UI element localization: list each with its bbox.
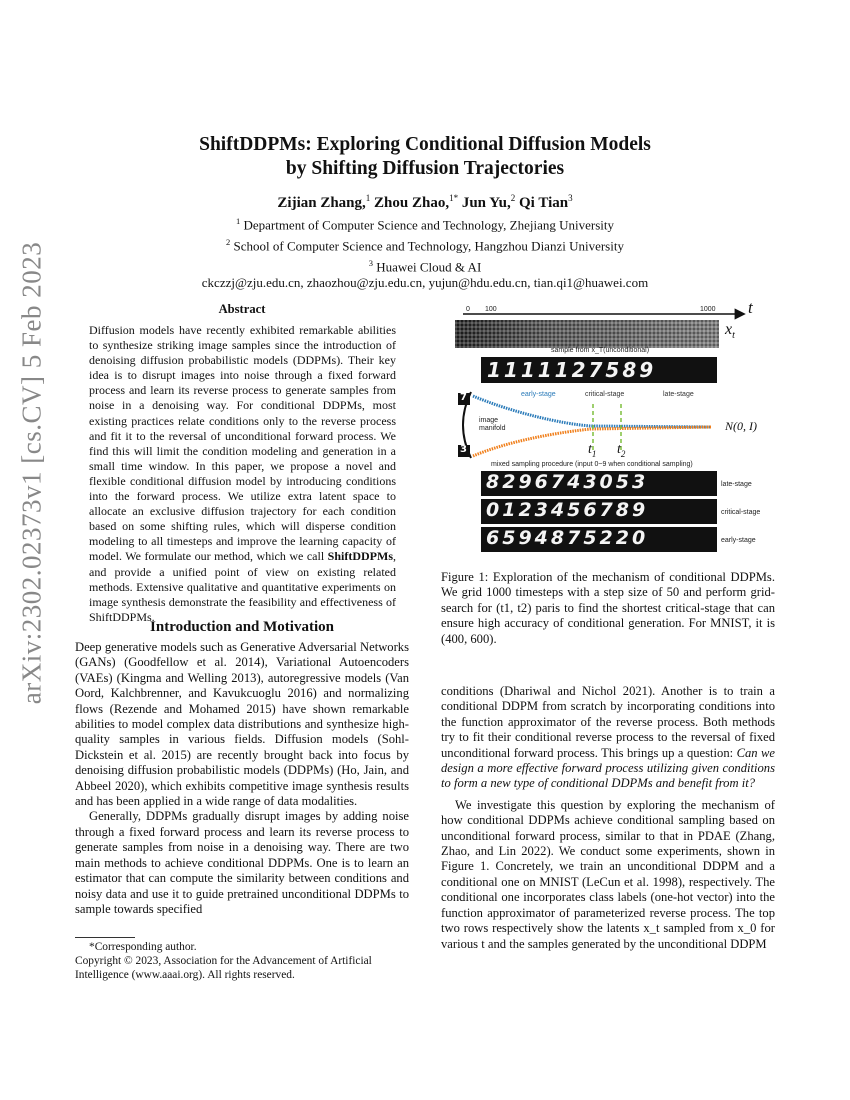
abstract-heading: Abstract (218, 302, 266, 316)
axis-tick-label: 0 (466, 306, 470, 313)
grid-row-label: critical-stage (721, 509, 761, 516)
author-name: Qi Tian (519, 195, 569, 211)
author-name: Zhou Zhao, (374, 195, 450, 211)
stage-label-critical: critical-stage (585, 391, 625, 398)
axis-variable-label: t (748, 298, 753, 317)
author-name: Jun Yu, (461, 195, 511, 211)
stage-label-early: early-stage (521, 391, 556, 398)
figure-caption: Figure 1: Exploration of the mechanism of conditional DDPMs. We grid 1000 timesteps with a step size of 50 and perform grid-search for (t1, t2) paris to find the shortest critical-stage that can ensure high accuracy of conditional generation. For MNIST, it is (400, 600). (441, 570, 775, 646)
arxiv-stamp (12, 241, 52, 704)
affiliation-line: $^2$ School of Computer Science and Technology, Hangzhou Dianzi University (226, 236, 624, 254)
affiliations (0, 213, 850, 292)
title-line-2: by Shifting Diffusion Trajectories (285, 158, 565, 179)
unconditional-digits: 1111127589 (487, 358, 657, 382)
arxiv-stamp-text: arXiv:2302.02373v1 [cs.CV] 5 Feb 2023 (16, 241, 47, 704)
title-line-1: ShiftDDPMs: Exploring Conditional Diffusion Models (199, 134, 651, 155)
corresponding-note: *Corresponding author. (89, 941, 197, 953)
grid-row-digits: 8296743053 (486, 471, 649, 493)
author-name: Zijian Zhang, (277, 195, 366, 211)
method-name: ShiftDDPMs (327, 549, 393, 564)
author-mark: 3 (568, 193, 573, 203)
axis-tick-label: 1000 (700, 306, 716, 313)
paragraph: Generally, DDPMs gradually disrupt images by adding noise through a fixed forward process and learn its reverse process to generate samples from noise in a denoising way. There are two main methods to achieve conditional DDPMs. One is to learn an estimator that can compute the similarity between conditions and noisy data and use it to guide pretrained unconditional DDPMs to sample towards specified (75, 809, 409, 916)
affiliation-line: $^1$ Department of Computer Science and Technology, Zhejiang University (235, 216, 615, 233)
author-mark: 2 (510, 193, 516, 203)
t1-label: $t_1$ (588, 442, 597, 459)
footnote-rule (75, 937, 135, 938)
paragraph: Deep generative models such as Generative Adversarial Networks (GANs) (Goodfellow et al. 2014), Variational Autoencoders (VAEs) (Kingma and Welling 2013), autoregressive models (Van Oord, Kalchbrenner, and Kavukcuoglu 2016) and normalizing flows (Rezende and Mohamed 2015) have shown remarkable abilities to model complex data distributions and synthesize high-quality samples in various fields. Diffusion models (Sohl-Dickstein et al. 2015) are recently brought back into focus by denoising diffusion probabilistic models (DDPMs) (Ho, Jain, and Abbeel 2020), which exhibits competitive image synthesis results and has been applied in a wide range of data modalities. (75, 640, 409, 809)
manifold-label: image manifold (479, 417, 506, 432)
copyright-note: Copyright © 2023, Association for the Advancement of Artificial Intelligence (www.aaai.org). All rights reserved. (75, 955, 372, 981)
stage-label-late: late-stage (663, 391, 694, 398)
grid-row-digits: 6594875220 (486, 527, 649, 549)
author-mark: 1 (365, 193, 371, 203)
trajectory-digit-7 (473, 396, 711, 427)
author-mark: 1* (449, 193, 459, 203)
paragraph: We investigate this question by exploring the mechanism of how conditional DDPMs achieve conditional sampling based on unconditional forward process, similar to that in PDAE (Zhang, Zhao, and Lin 2022). We conduct some experiments, shown in Figure 1. Concretely, we train an unconditional DDPM and a conditional one on MNIST (LeCun et al. 1998), respectively. The conditional one incorporates class labels (one-hot vector) into the function approximator of parameterized reverse process. The top two rows respectively show the latents x_t sampled from x_0 for various t and the samples generated by the unconditional DDPM (441, 797, 775, 951)
grid-row-digits: 0123456789 (486, 499, 649, 521)
figure-1 (441, 300, 775, 555)
abstract-body: Diffusion models have recently exhibited remarkable abilities to synthesize striking image samples since the introduction of denoising diffusion probabilistic models (DDPMs). Their key idea is to disrupt images into noise through a fixed forward process and learn its reverse process to generate samples from noise in a denoising way. For conditional DDPMs, most existing practices relate conditions only to the reverse process and fit it to the reversal of unconditional forward process. We find this will limit the condition modeling and generation in a small time window. In this paper, we propose a novel and flexible conditional diffusion model by introducing conditions into the forward process. We utilize extra latent space to allocate an exclusive diffusion trajectory for each condition based on some shifting rules, which will disperse condition modeling to all timesteps and improve the learning capacity of model. We formulate our method, which we call ShiftDDPMs, and provide a unified point of view on existing related methods. Extensive qualitative and quantitative experiments on image synthesis demonstrate the feasibility and effectiveness of ShiftDDPMs. (89, 323, 396, 624)
xt-label: $x_t$ (725, 321, 735, 342)
t2-label: $t_2$ (617, 442, 626, 459)
paper-title (0, 133, 850, 181)
badge-bottom-label: 3 (460, 444, 467, 455)
noise-distribution-label: N(0, I) (725, 419, 757, 433)
grid-row-label: late-stage (721, 481, 752, 488)
mixed-sampling-title: mixed sampling procedure (input 0~9 when conditional sampling) (491, 461, 693, 468)
left-column-body (75, 640, 409, 917)
author-emails: ckczzj@zju.edu.cn, zhaozhou@zju.edu.cn, yujun@hdu.edu.cn, tian.qi1@huawei.com (201, 275, 649, 291)
badge-top-label: 7 (460, 392, 467, 403)
affiliation-line: $^3$ Huawei Cloud & AI (368, 257, 482, 274)
right-column-body (441, 684, 775, 952)
axis-tick-label: 100 (485, 306, 497, 313)
row-title: sample from x_T(unconditional) (551, 347, 650, 354)
author-list (0, 193, 850, 212)
section-heading: Introduction and Motivation (150, 619, 334, 635)
footnotes (75, 940, 409, 982)
grid-row-label: early-stage (721, 537, 756, 544)
paragraph: conditions (Dhariwal and Nichol 2021). Another is to train a conditional DDPM from scratch by incorporating conditions into the function approximator of the reverse process. Both methods try to fit their conditional reverse process to the reversal of fixed unconditional forward process. This brings up a question: Can we design a more effective forward process utilizing given conditions to form a new type of conditional DDPMs and benefit from it? (441, 684, 775, 791)
research-question: Can we design a more effective forward process utilizing given conditions to form a new type of conditional DDPMs and benefit from it? (441, 745, 775, 791)
